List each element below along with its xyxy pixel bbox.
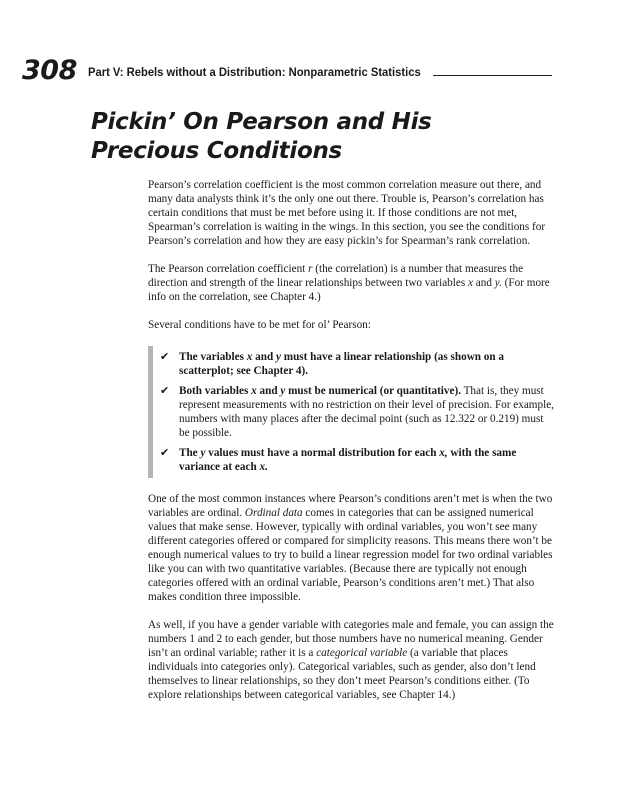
text-run: (the correlation) is a number that measures the direction and strength of the linear relationships between two variables — [148, 263, 524, 289]
text-run: must have a linear relationship (as shown on a scatterplot; see Chapter 4). — [179, 351, 505, 377]
condition-text — [179, 351, 504, 377]
variable-y: y. — [494, 277, 502, 289]
body-text — [148, 178, 556, 716]
text-run: comes in categories that can be assigned numerical values that make sense. However, typically with ordinal variables, you won’t see many different categories offered or compared for simplicity reasons. This means there won’t be enough numerical values to try to build a linear regression model for two ordinal variables like you can with two quantitative variables. (Because there are typically not enough categories offered with an ordinal variable, Pearson’s conditions aren’t met.) That also makes condition three impossible. — [148, 507, 553, 603]
text-run: The — [179, 447, 201, 459]
text-run: and — [252, 351, 276, 363]
text-run: (For more info on the correlation, see Chapter 4.) — [148, 277, 550, 303]
variable-x: x — [246, 351, 253, 363]
section-title-line-1: Pickin’ On Pearson and His — [91, 109, 432, 135]
check-icon: ✔ — [160, 446, 170, 459]
condition-item-3 — [160, 446, 556, 474]
paragraph-categorical — [148, 618, 556, 702]
text-run: and — [256, 385, 281, 397]
condition-text — [179, 447, 516, 473]
paragraph-conditions-lead: Several conditions have to be met for ol’ Pearson: — [148, 319, 371, 331]
page-header — [22, 55, 552, 87]
running-head: Part V: Rebels without a Distribution: Nonparametric Statistics — [88, 65, 421, 79]
text-run: values must have a normal distribution for each — [205, 447, 440, 459]
page-number: 308 — [22, 55, 77, 86]
text-run: Both variables — [179, 385, 252, 397]
variable-x: x. — [259, 461, 268, 473]
variable-r: r — [308, 263, 313, 275]
variable-x: x, — [439, 447, 448, 459]
variable-y: y — [280, 385, 286, 397]
conditions-list — [148, 346, 556, 478]
check-icon: ✔ — [160, 384, 170, 397]
text-run: The Pearson correlation coefficient — [148, 263, 309, 275]
paragraph-intro: Pearson’s correlation coefficient is the most common correlation measure out there, and many data analysts think it’s the only one out there. Trouble is, Pearson’s correlation has certain conditions that must be met before using it. If those conditions are not met, Spearman’s correlation is waiting in the wings. In this section, you see the conditions for Pearson’s correlation and how they are easy pickin’s for Spearman’s rank correlation. — [148, 179, 546, 247]
condition-detail: That is, they must represent measurements with no restriction on their level of precision. For example, numbers with many places after the decimal point (such as 12.322 or 0.219) must be possible. — [179, 385, 554, 439]
section-title — [91, 108, 511, 166]
header-rule — [433, 75, 552, 76]
text-run: One of the most common instances where Pearson’s conditions aren’t met is when the two variables are ordinal. — [148, 493, 553, 519]
section-title-line-2: Precious Conditions — [91, 138, 342, 164]
variable-y: y — [200, 447, 206, 459]
text-run: must be numerical (or quantitative). — [285, 385, 461, 397]
variable-x: x — [468, 277, 473, 289]
condition-item-1 — [160, 350, 556, 378]
condition-text — [179, 385, 461, 397]
variable-y: y — [275, 351, 281, 363]
text-run: with the same variance at each — [179, 447, 517, 473]
paragraph-ordinal — [148, 492, 556, 604]
text-run: and — [472, 277, 495, 289]
text-run: The variables — [179, 351, 247, 363]
condition-item-2 — [160, 384, 556, 440]
paragraph-definition — [148, 262, 556, 304]
term-ordinal-data: Ordinal data — [244, 507, 303, 519]
text-run: (a variable that places individuals into categories only). Categorical variables, such as gender, also don’t lend themselves to linear relationships, so they don’t meet Pearson’s conditions either. (To explore relationships between categorical variables, see Chapter 14.) — [148, 647, 536, 701]
check-icon: ✔ — [160, 350, 170, 363]
term-categorical-variable: categorical variable — [316, 647, 408, 659]
text-run: As well, if you have a gender variable with categories male and female, you can assign the numbers 1 and 2 to each gender, but those numbers have no numerical meaning. Gender isn’t an ordinal variable; rather it is a — [148, 619, 554, 659]
variable-x: x — [251, 385, 257, 397]
